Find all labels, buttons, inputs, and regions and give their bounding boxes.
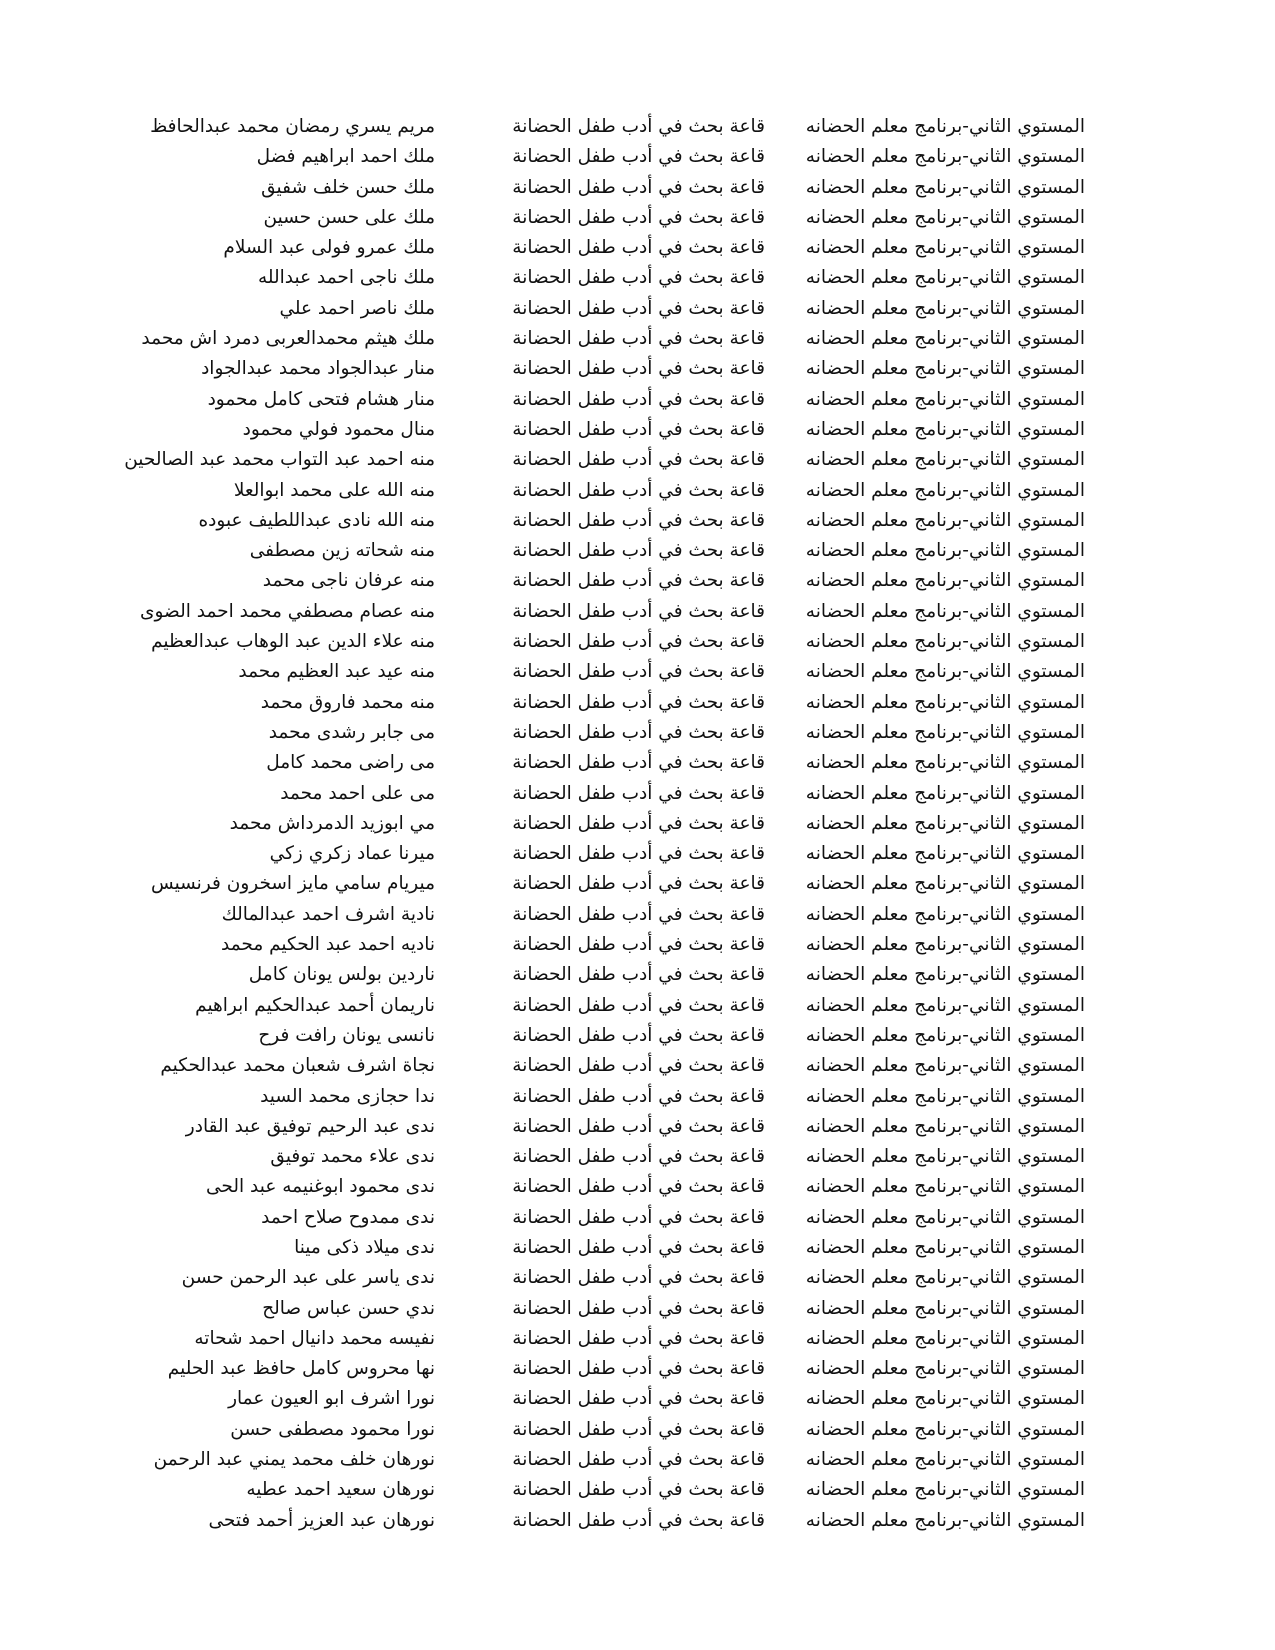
level-cell: المستوي الثاني-برنامج معلم الحضانه	[805, 1055, 1085, 1077]
student-name-cell: ميريام سامي مايز اسخرون فرنسيس	[150, 873, 435, 895]
level-cell: المستوي الثاني-برنامج معلم الحضانه	[805, 267, 1085, 289]
student-name-cell: مى راضى محمد كامل	[266, 752, 435, 774]
student-name-cell: ندى محمود ابوغنيمه عبد الحى	[206, 1176, 435, 1198]
course-cell: قاعة بحث في أدب طفل الحضانة	[512, 1085, 765, 1107]
student-name-cell: ندا حجازى محمد السيد	[260, 1085, 435, 1107]
level-cell: المستوي الثاني-برنامج معلم الحضانه	[805, 1358, 1085, 1380]
student-name-cell: ميرنا عماد زكري زكي	[269, 843, 435, 865]
course-cell: قاعة بحث في أدب طفل الحضانة	[512, 994, 765, 1016]
level-cell: المستوي الثاني-برنامج معلم الحضانه	[805, 843, 1085, 865]
course-cell: قاعة بحث في أدب طفل الحضانة	[512, 1297, 765, 1319]
table-row	[0, 324, 1275, 354]
course-cell: قاعة بحث في أدب طفل الحضانة	[512, 964, 765, 986]
level-cell: المستوي الثاني-برنامج معلم الحضانه	[805, 1206, 1085, 1228]
student-name-cell: مريم يسري رمضان محمد عبدالحافظ	[150, 116, 435, 137]
student-name-cell: مي ابوزيد الدمرداش محمد	[229, 812, 435, 834]
course-cell: قاعة بحث في أدب طفل الحضانة	[512, 1358, 765, 1380]
level-cell: المستوي الثاني-برنامج معلم الحضانه	[805, 782, 1085, 804]
course-cell: قاعة بحث في أدب طفل الحضانة	[512, 721, 765, 743]
table-row	[0, 1172, 1275, 1202]
course-cell: قاعة بحث في أدب طفل الحضانة	[512, 206, 765, 228]
course-cell: قاعة بحث في أدب طفل الحضانة	[512, 752, 765, 774]
level-cell: المستوي الثاني-برنامج معلم الحضانه	[805, 903, 1085, 925]
table-row	[0, 445, 1275, 475]
table-row	[0, 900, 1275, 930]
student-name-cell: منه احمد عبد التواب محمد عبد الصالحين	[124, 449, 435, 471]
table-row	[0, 1384, 1275, 1414]
course-cell: قاعة بحث في أدب طفل الحضانة	[512, 328, 765, 350]
level-cell: المستوي الثاني-برنامج معلم الحضانه	[805, 237, 1085, 259]
course-cell: قاعة بحث في أدب طفل الحضانة	[512, 418, 765, 440]
table-row	[0, 1294, 1275, 1324]
student-name-cell: نفيسه محمد دانيال احمد شحاته	[194, 1327, 435, 1349]
course-cell: قاعة بحث في أدب طفل الحضانة	[512, 1327, 765, 1349]
student-name-cell: منه علاء الدين عبد الوهاب عبدالعظيم	[151, 631, 435, 653]
level-cell: المستوي الثاني-برنامج معلم الحضانه	[805, 1297, 1085, 1319]
student-name-cell: ملك هيثم محمدالعربى دمرد اش محمد	[141, 328, 435, 350]
table-row	[0, 1506, 1275, 1536]
level-cell: المستوي الثاني-برنامج معلم الحضانه	[805, 1509, 1085, 1531]
student-name-cell: نورا محمود مصطفى حسن	[230, 1418, 435, 1440]
level-cell: المستوي الثاني-برنامج معلم الحضانه	[805, 1449, 1085, 1471]
level-cell: المستوي الثاني-برنامج معلم الحضانه	[805, 1146, 1085, 1168]
level-cell: المستوي الثاني-برنامج معلم الحضانه	[805, 1115, 1085, 1137]
student-name-cell: نورا اشرف ابو العيون عمار	[228, 1388, 435, 1410]
student-name-cell: ناردين بولس يونان كامل	[248, 964, 435, 986]
level-cell: المستوي الثاني-برنامج معلم الحضانه	[805, 1024, 1085, 1046]
student-name-cell: نورهان عبد العزيز أحمد فتحى	[208, 1509, 435, 1531]
course-cell: قاعة بحث في أدب طفل الحضانة	[512, 388, 765, 410]
course-cell: قاعة بحث في أدب طفل الحضانة	[512, 1115, 765, 1137]
level-cell: المستوي الثاني-برنامج معلم الحضانه	[805, 449, 1085, 471]
student-name-cell: نادية اشرف احمد عبدالمالك	[221, 903, 435, 925]
level-cell: المستوي الثاني-برنامج معلم الحضانه	[805, 994, 1085, 1016]
student-name-cell: ملك حسن خلف شفيق	[261, 176, 435, 198]
course-cell: قاعة بحث في أدب طفل الحضانة	[512, 1055, 765, 1077]
student-name-cell: ملك عمرو فولى عبد السلام	[223, 237, 435, 259]
course-cell: قاعة بحث في أدب طفل الحضانة	[512, 146, 765, 168]
table-row	[0, 1112, 1275, 1142]
student-name-cell: ندى ممدوح صلاح احمد	[261, 1206, 435, 1228]
table-row	[0, 869, 1275, 899]
level-cell: المستوي الثاني-برنامج معلم الحضانه	[805, 1388, 1085, 1410]
course-cell: قاعة بحث في أدب طفل الحضانة	[512, 1267, 765, 1289]
table-row	[0, 1415, 1275, 1445]
table-row	[0, 476, 1275, 506]
table-row	[0, 748, 1275, 778]
course-cell: قاعة بحث في أدب طفل الحضانة	[512, 1236, 765, 1258]
table-row	[0, 1324, 1275, 1354]
table-row	[0, 1203, 1275, 1233]
course-cell: قاعة بحث في أدب طفل الحضانة	[512, 297, 765, 319]
student-name-cell: نانسى يونان رافت فرح	[258, 1024, 435, 1046]
course-cell: قاعة بحث في أدب طفل الحضانة	[512, 691, 765, 713]
course-cell: قاعة بحث في أدب طفل الحضانة	[512, 1449, 765, 1471]
level-cell: المستوي الثاني-برنامج معلم الحضانه	[805, 1085, 1085, 1107]
table-row	[0, 506, 1275, 536]
level-cell: المستوي الثاني-برنامج معلم الحضانه	[805, 964, 1085, 986]
course-cell: قاعة بحث في أدب طفل الحضانة	[512, 843, 765, 865]
course-cell: قاعة بحث في أدب طفل الحضانة	[512, 934, 765, 956]
student-name-cell: ملك احمد ابراهيم فضل	[256, 146, 435, 168]
table-row	[0, 930, 1275, 960]
course-cell: قاعة بحث في أدب طفل الحضانة	[512, 1509, 765, 1531]
table-row	[0, 627, 1275, 657]
level-cell: المستوي الثاني-برنامج معلم الحضانه	[805, 934, 1085, 956]
course-cell: قاعة بحث في أدب طفل الحضانة	[512, 509, 765, 531]
table-row	[0, 415, 1275, 445]
level-cell: المستوي الثاني-برنامج معلم الحضانه	[805, 116, 1085, 137]
table-row	[0, 233, 1275, 263]
level-cell: المستوي الثاني-برنامج معلم الحضانه	[805, 328, 1085, 350]
course-cell: قاعة بحث في أدب طفل الحضانة	[512, 1206, 765, 1228]
table-row	[0, 718, 1275, 748]
student-name-cell: ملك على حسن حسين	[263, 206, 435, 228]
student-name-cell: منار هشام فتحى كامل محمود	[207, 388, 435, 410]
student-name-cell: مى جابر رشدى محمد	[268, 721, 435, 743]
student-name-cell: منه عيد عبد العظيم محمد	[238, 661, 435, 683]
course-cell: قاعة بحث في أدب طفل الحضانة	[512, 873, 765, 895]
course-cell: قاعة بحث في أدب طفل الحضانة	[512, 358, 765, 380]
table-row	[0, 385, 1275, 415]
student-name-cell: منه محمد فاروق محمد	[260, 691, 435, 713]
student-name-cell: منه شحاته زين مصطفى	[249, 540, 435, 562]
table-row	[0, 1475, 1275, 1505]
student-name-cell: ملك ناجى احمد عبدالله	[257, 267, 435, 289]
course-cell: قاعة بحث في أدب طفل الحضانة	[512, 1388, 765, 1410]
course-cell: قاعة بحث في أدب طفل الحضانة	[512, 782, 765, 804]
student-name-cell: منه عصام مصطفي محمد احمد الضوى	[140, 600, 435, 622]
table-row	[0, 1233, 1275, 1263]
course-cell: قاعة بحث في أدب طفل الحضانة	[512, 116, 765, 137]
course-cell: قاعة بحث في أدب طفل الحضانة	[512, 1024, 765, 1046]
student-name-cell: منار عبدالجواد محمد عبدالجواد	[201, 358, 435, 380]
student-name-cell: ندى علاء محمد توفيق	[270, 1146, 435, 1168]
level-cell: المستوي الثاني-برنامج معلم الحضانه	[805, 812, 1085, 834]
level-cell: المستوي الثاني-برنامج معلم الحضانه	[805, 388, 1085, 410]
student-name-cell: نورهان خلف محمد يمني عبد الرحمن	[153, 1449, 435, 1471]
student-name-cell: ندي حسن عباس صالح	[262, 1297, 435, 1319]
student-name-cell: ملك ناصر احمد علي	[279, 297, 435, 319]
student-name-cell: نورهان سعيد احمد عطيه	[246, 1479, 435, 1501]
level-cell: المستوي الثاني-برنامج معلم الحضانه	[805, 600, 1085, 622]
course-cell: قاعة بحث في أدب طفل الحضانة	[512, 449, 765, 471]
table-row	[0, 203, 1275, 233]
table-row	[0, 112, 1275, 142]
table-row	[0, 1082, 1275, 1112]
level-cell: المستوي الثاني-برنامج معلم الحضانه	[805, 146, 1085, 168]
course-cell: قاعة بحث في أدب طفل الحضانة	[512, 1176, 765, 1198]
level-cell: المستوي الثاني-برنامج معلم الحضانه	[805, 721, 1085, 743]
table-row	[0, 1445, 1275, 1475]
course-cell: قاعة بحث في أدب طفل الحضانة	[512, 600, 765, 622]
table-row	[0, 1142, 1275, 1172]
level-cell: المستوي الثاني-برنامج معلم الحضانه	[805, 1327, 1085, 1349]
table-row	[0, 809, 1275, 839]
course-cell: قاعة بحث في أدب طفل الحضانة	[512, 267, 765, 289]
table-row	[0, 173, 1275, 203]
table-row	[0, 960, 1275, 990]
student-name-cell: ندى ياسر على عبد الرحمن حسن	[181, 1267, 435, 1289]
course-cell: قاعة بحث في أدب طفل الحضانة	[512, 176, 765, 198]
student-name-cell: ناريمان أحمد عبدالحكيم ابراهيم	[195, 994, 435, 1016]
table-row	[0, 294, 1275, 324]
level-cell: المستوي الثاني-برنامج معلم الحضانه	[805, 206, 1085, 228]
course-cell: قاعة بحث في أدب طفل الحضانة	[512, 812, 765, 834]
table-row	[0, 1021, 1275, 1051]
student-name-cell: ناديه احمد عبد الحكيم محمد	[220, 934, 435, 956]
table-row	[0, 263, 1275, 293]
level-cell: المستوي الثاني-برنامج معلم الحضانه	[805, 1418, 1085, 1440]
course-cell: قاعة بحث في أدب طفل الحضانة	[512, 903, 765, 925]
course-cell: قاعة بحث في أدب طفل الحضانة	[512, 1479, 765, 1501]
course-cell: قاعة بحث في أدب طفل الحضانة	[512, 1418, 765, 1440]
table-row	[0, 657, 1275, 687]
level-cell: المستوي الثاني-برنامج معلم الحضانه	[805, 1479, 1085, 1501]
course-cell: قاعة بحث في أدب طفل الحضانة	[512, 237, 765, 259]
student-name-cell: منه عرفان ناجى محمد	[262, 570, 435, 592]
table-row	[0, 779, 1275, 809]
level-cell: المستوي الثاني-برنامج معلم الحضانه	[805, 1176, 1085, 1198]
level-cell: المستوي الثاني-برنامج معلم الحضانه	[805, 631, 1085, 653]
student-list	[0, 112, 1275, 1536]
table-row	[0, 142, 1275, 172]
level-cell: المستوي الثاني-برنامج معلم الحضانه	[805, 1236, 1085, 1258]
level-cell: المستوي الثاني-برنامج معلم الحضانه	[805, 358, 1085, 380]
course-cell: قاعة بحث في أدب طفل الحضانة	[512, 631, 765, 653]
level-cell: المستوي الثاني-برنامج معلم الحضانه	[805, 297, 1085, 319]
level-cell: المستوي الثاني-برنامج معلم الحضانه	[805, 540, 1085, 562]
level-cell: المستوي الثاني-برنامج معلم الحضانه	[805, 418, 1085, 440]
student-name-cell: منه الله على محمد ابوالعلا	[233, 479, 435, 501]
level-cell: المستوي الثاني-برنامج معلم الحضانه	[805, 509, 1085, 531]
course-cell: قاعة بحث في أدب طفل الحضانة	[512, 540, 765, 562]
table-row	[0, 991, 1275, 1021]
student-name-cell: ندى ميلاد ذكى مينا	[294, 1236, 435, 1258]
table-row	[0, 354, 1275, 384]
student-name-cell: نها محروس كامل حافظ عبد الحليم	[167, 1358, 435, 1380]
level-cell: المستوي الثاني-برنامج معلم الحضانه	[805, 661, 1085, 683]
level-cell: المستوي الثاني-برنامج معلم الحضانه	[805, 479, 1085, 501]
course-cell: قاعة بحث في أدب طفل الحضانة	[512, 1146, 765, 1168]
table-row	[0, 536, 1275, 566]
course-cell: قاعة بحث في أدب طفل الحضانة	[512, 479, 765, 501]
table-row	[0, 597, 1275, 627]
level-cell: المستوي الثاني-برنامج معلم الحضانه	[805, 570, 1085, 592]
student-name-cell: منه الله نادى عبداللطيف عبوده	[198, 509, 435, 531]
course-cell: قاعة بحث في أدب طفل الحضانة	[512, 661, 765, 683]
course-cell: قاعة بحث في أدب طفل الحضانة	[512, 570, 765, 592]
student-name-cell: نجاة اشرف شعبان محمد عبدالحكيم	[160, 1055, 435, 1077]
table-row	[0, 688, 1275, 718]
student-name-cell: ندى عبد الرحيم توفيق عبد القادر	[185, 1115, 435, 1137]
level-cell: المستوي الثاني-برنامج معلم الحضانه	[805, 752, 1085, 774]
table-row	[0, 1263, 1275, 1293]
table-row	[0, 1354, 1275, 1384]
student-name-cell: منال محمود فولي محمود	[242, 418, 435, 440]
level-cell: المستوي الثاني-برنامج معلم الحضانه	[805, 1267, 1085, 1289]
table-row	[0, 839, 1275, 869]
level-cell: المستوي الثاني-برنامج معلم الحضانه	[805, 176, 1085, 198]
table-row	[0, 566, 1275, 596]
student-name-cell: مى على احمد محمد	[280, 782, 435, 804]
level-cell: المستوي الثاني-برنامج معلم الحضانه	[805, 691, 1085, 713]
table-row	[0, 1051, 1275, 1081]
level-cell: المستوي الثاني-برنامج معلم الحضانه	[805, 873, 1085, 895]
